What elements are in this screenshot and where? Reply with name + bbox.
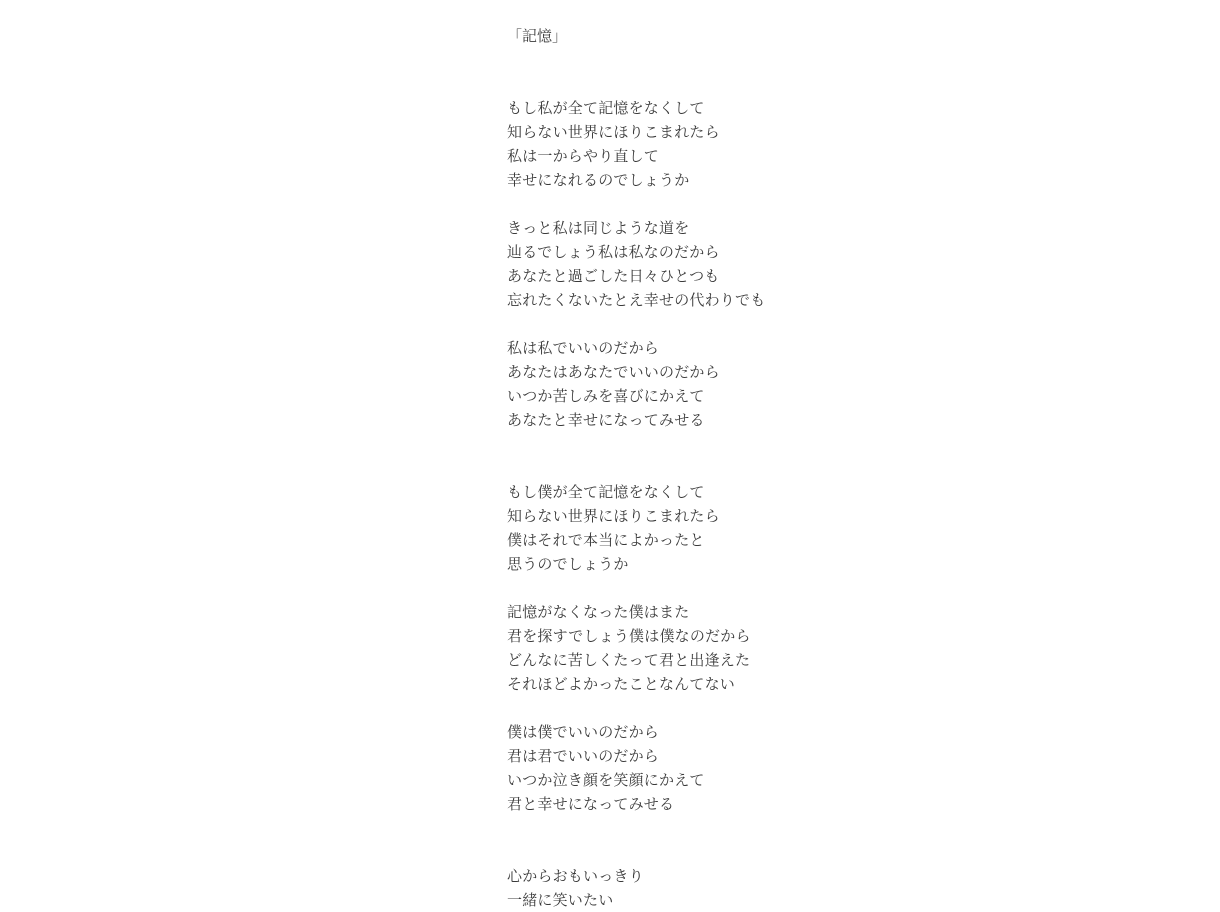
stanza-spacer bbox=[507, 696, 1107, 720]
poem-line: いつか苦しみを喜びにかえて bbox=[507, 387, 705, 405]
poem-line: あなたはあなたでいいのだから bbox=[507, 363, 720, 381]
stanza-1 bbox=[507, 96, 1107, 192]
poem-line: 私は一からやり直して bbox=[507, 147, 660, 165]
poem-line: 私は私でいいのだから bbox=[507, 339, 660, 357]
poem-line: もし私が全て記憶をなくして bbox=[507, 99, 705, 117]
stanza-6 bbox=[507, 720, 1107, 816]
stanza-spacer bbox=[507, 192, 1107, 216]
stanza-3 bbox=[507, 336, 1107, 432]
poem-line: あなたと過ごした日々ひとつも bbox=[507, 267, 720, 285]
section-spacer bbox=[507, 432, 1107, 480]
poem-line: 君を探すでしょう僕は僕なのだから bbox=[507, 627, 751, 645]
poem-line: あなたと幸せになってみせる bbox=[507, 411, 705, 429]
stanza-4 bbox=[507, 480, 1107, 576]
title-spacer bbox=[507, 48, 1107, 96]
poem-line: 知らない世界にほりこまれたら bbox=[507, 507, 720, 525]
poem-line: どんなに苦しくたって君と出逢えた bbox=[507, 651, 751, 669]
poem-line: 君と幸せになってみせる bbox=[507, 795, 675, 813]
poem-line: きっと私は同じような道を bbox=[507, 219, 690, 237]
poem-line: それほどよかったことなんてない bbox=[507, 675, 736, 693]
stanza-spacer bbox=[507, 312, 1107, 336]
stanza-5 bbox=[507, 600, 1107, 696]
poem-line: 僕は僕でいいのだから bbox=[507, 723, 660, 741]
stanza-2 bbox=[507, 216, 1107, 312]
poem-line: 幸せになれるのでしょうか bbox=[507, 171, 690, 189]
poem-line: 僕はそれで本当によかったと bbox=[507, 531, 705, 549]
poem-line: 君は君でいいのだから bbox=[507, 747, 660, 765]
poem-line: 知らない世界にほりこまれたら bbox=[507, 123, 720, 141]
poem-line: いつか泣き顔を笑顔にかえて bbox=[507, 771, 705, 789]
poem-title: 「記憶」 bbox=[507, 27, 568, 45]
poem-line: 思うのでしょうか bbox=[507, 555, 629, 573]
poem-line: もし僕が全て記憶をなくして bbox=[507, 483, 705, 501]
poem-document bbox=[507, 24, 1107, 912]
poem-line: 辿るでしょう私は私なのだから bbox=[507, 243, 720, 261]
stanza-spacer bbox=[507, 576, 1107, 600]
poem-line: 心からおもいっきり bbox=[507, 867, 644, 885]
poem-line: 一緒に笑いたい bbox=[507, 891, 614, 909]
section-spacer bbox=[507, 816, 1107, 864]
poem-line: 記憶がなくなった僕はまた bbox=[507, 603, 690, 621]
poem-line: 忘れたくないたとえ幸せの代わりでも bbox=[507, 291, 766, 309]
